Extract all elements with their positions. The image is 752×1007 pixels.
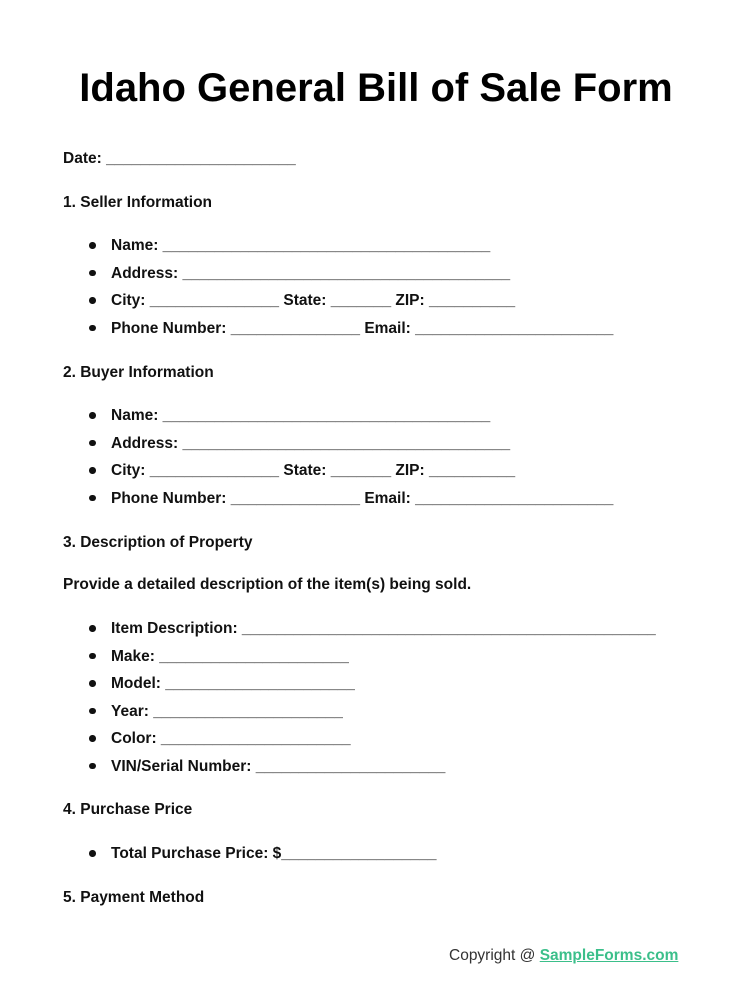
- year-field: Year: ______________________: [0, 702, 656, 730]
- seller-address-field: Address: ______________________________________: [0, 264, 613, 292]
- copyright-footer: [449, 946, 678, 966]
- item-description-field: Item Description: ________________________________________________: [0, 619, 656, 647]
- bullet-icon: [89, 680, 96, 687]
- buyer-list: [0, 406, 613, 516]
- bullet-icon: [89, 325, 96, 332]
- bullet-icon: [89, 297, 96, 304]
- bullet-icon: [89, 242, 96, 249]
- total-price-field: Total Purchase Price: $__________________: [0, 844, 436, 872]
- seller-list: [0, 236, 613, 346]
- payment-heading: 5. Payment Method: [63, 889, 205, 906]
- bullet-icon: [89, 735, 96, 742]
- property-heading: 3. Description of Property: [63, 534, 253, 551]
- seller-name-field: Name: ______________________________________: [0, 236, 613, 264]
- bullet-icon: [89, 270, 96, 277]
- buyer-heading: 2. Buyer Information: [63, 364, 214, 381]
- page-title: Idaho General Bill of Sale Form: [79, 66, 673, 110]
- bullet-icon: [89, 653, 96, 660]
- make-field: Make: ______________________: [0, 647, 656, 675]
- model-field: Model: ______________________: [0, 674, 656, 702]
- buyer-city-state-zip-field: City: _______________ State: _______ ZIP: __________: [0, 461, 613, 489]
- bullet-icon: [89, 440, 96, 447]
- brand-link[interactable]: SampleForms.com: [539, 947, 679, 964]
- bullet-icon: [89, 412, 96, 419]
- property-intro: Provide a detailed description of the item(s) being sold.: [63, 576, 472, 593]
- bullet-icon: [89, 625, 96, 632]
- date-field: Date: ______________________: [63, 150, 296, 167]
- bullet-icon: [89, 763, 96, 770]
- vin-serial-field: VIN/Serial Number: ______________________: [0, 757, 656, 785]
- price-list: [0, 844, 436, 872]
- seller-phone-email-field: Phone Number: _______________ Email: _______________________: [0, 319, 613, 347]
- buyer-name-field: Name: ______________________________________: [0, 406, 613, 434]
- buyer-address-field: Address: ______________________________________: [0, 434, 613, 462]
- bullet-icon: [89, 495, 96, 502]
- color-field: Color: ______________________: [0, 729, 656, 757]
- bullet-icon: [89, 708, 96, 715]
- seller-city-state-zip-field: City: _______________ State: _______ ZIP: __________: [0, 291, 613, 319]
- copyright-text: Copyright @: [449, 947, 540, 964]
- property-list: [0, 619, 656, 785]
- price-heading: 4. Purchase Price: [63, 801, 193, 818]
- bullet-icon: [89, 850, 96, 857]
- seller-heading: 1. Seller Information: [63, 194, 213, 211]
- buyer-phone-email-field: Phone Number: _______________ Email: _______________________: [0, 489, 613, 517]
- bullet-icon: [89, 467, 96, 474]
